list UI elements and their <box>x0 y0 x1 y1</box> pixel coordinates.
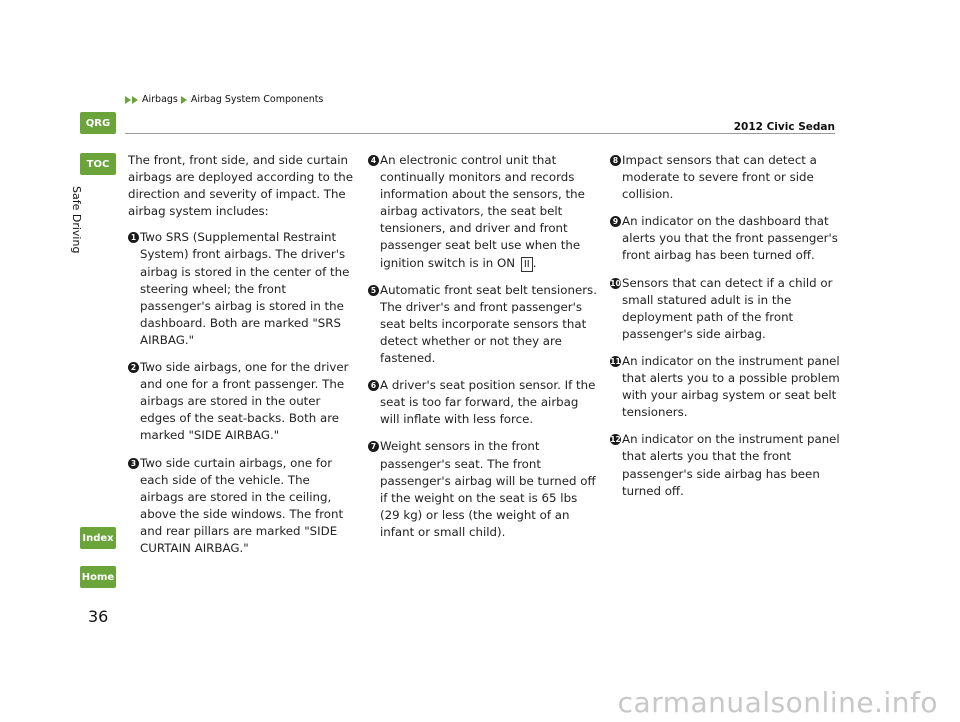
item-number: 6 <box>368 380 379 391</box>
triangle-icon <box>132 96 138 104</box>
list-item <box>610 353 842 421</box>
index-button[interactable]: Index <box>80 527 116 549</box>
item-text: An indicator on the instrument panel that alerts you that the front passenger's side airbag has been turned off. <box>622 432 840 498</box>
toc-button[interactable]: TOC <box>80 153 116 175</box>
triangle-icon <box>125 96 131 104</box>
list-item <box>368 438 600 541</box>
item-number: 4 <box>368 155 379 166</box>
column-3 <box>610 152 842 510</box>
item-number: 8 <box>610 155 621 166</box>
item-text: An indicator on the instrument panel that alerts you to a possible problem with your airbag system or seat belt tensioners. <box>622 353 840 420</box>
item-number: 12 <box>610 435 621 445</box>
list-item <box>128 359 354 444</box>
intro-text: The front, front side, and side curtain airbags are deployed according to the direction and severity of impact. The airbag system includes: <box>128 153 353 219</box>
item-text: A driver's seat position sensor. If the seat is too far forward, the airbag will inflate with less force. <box>380 378 596 427</box>
item-text: Sensors that can detect if a child or small statured adult is in the deployment path of the front passenger's side airbag. <box>622 275 833 341</box>
header-divider <box>125 133 835 134</box>
item-text: Weight sensors in the front passenger's seat. The front passenger's airbag will be turned off if the weight on the seat is 65 lbs (29 kg) or less (the weight of an infant or small child). <box>380 439 596 539</box>
model-title: 2012 Civic Sedan <box>733 121 835 133</box>
page-number: 36 <box>88 607 109 626</box>
item-text: Impact sensors that can detect a moderate to severe front or side collision. <box>622 153 817 202</box>
list-item <box>128 229 354 349</box>
breadcrumb-section[interactable]: Airbags <box>142 94 178 105</box>
list-item <box>368 282 600 367</box>
breadcrumb-page: Airbag System Components <box>190 94 324 105</box>
list-item <box>610 213 842 264</box>
item-number: 7 <box>368 441 379 452</box>
item-text: An indicator on the dashboard that alerts you that the front passenger's front airbag has been turned off. <box>622 214 838 263</box>
item-number: 9 <box>610 216 621 227</box>
column-1 <box>128 152 354 567</box>
list-item <box>128 455 354 558</box>
item-text: Two SRS (Supplemental Restraint System) front airbags. The driver's airbag is stored in the center of the steering wheel; the front passenger's airbag is stored in the dashboard. Both are marked "SRS AIRBAG." <box>140 230 350 347</box>
triangle-icon <box>181 96 187 104</box>
list-item <box>610 431 842 499</box>
breadcrumb <box>125 94 326 105</box>
item-text: Automatic front seat belt tensioners. The driver's and front passenger's seat belts incorporate sensors that detect whether or not they are fastened. <box>380 282 597 366</box>
list-item <box>610 275 842 343</box>
item-number: 11 <box>610 356 621 366</box>
item-text: An electronic control unit that continually monitors and records information about the sensors, the airbag activators, the seat belt tensioners, and driver and front passenger seat belt use when the ignition switch is in ON <box>380 153 585 270</box>
item-body: An electronic control unit that continually monitors and records information about the sensors, the airbag activators, the seat belt tensioners, and driver and front passenger seat belt use when the ignition switch is in ON II . <box>380 153 585 270</box>
item-number: 2 <box>128 362 139 373</box>
item-number: 5 <box>368 285 379 296</box>
home-button[interactable]: Home <box>80 566 116 588</box>
item-text: Two side airbags, one for the driver and one for a front passenger. The airbags are stored in the outer edges of the seat-backs. Both are marked "SIDE AIRBAG." <box>140 360 349 443</box>
item-number: 1 <box>128 232 139 243</box>
column-2 <box>368 152 600 551</box>
item-number: 3 <box>128 458 139 469</box>
list-item <box>368 152 600 272</box>
item-text: Two side curtain airbags, one for each side of the vehicle. The airbags are stored in the ceiling, above the side windows. The front and rear pillars are marked "SIDE CURTAIN AIRBAG." <box>140 455 344 555</box>
qrg-button[interactable]: QRG <box>80 112 116 134</box>
list-item <box>610 152 842 203</box>
list-item <box>368 377 600 428</box>
section-tab: Safe Driving <box>70 186 83 254</box>
item-number: 10 <box>610 278 621 288</box>
ignition-position-icon: II <box>521 257 533 272</box>
watermark: carmanualsonline.info <box>617 686 938 719</box>
